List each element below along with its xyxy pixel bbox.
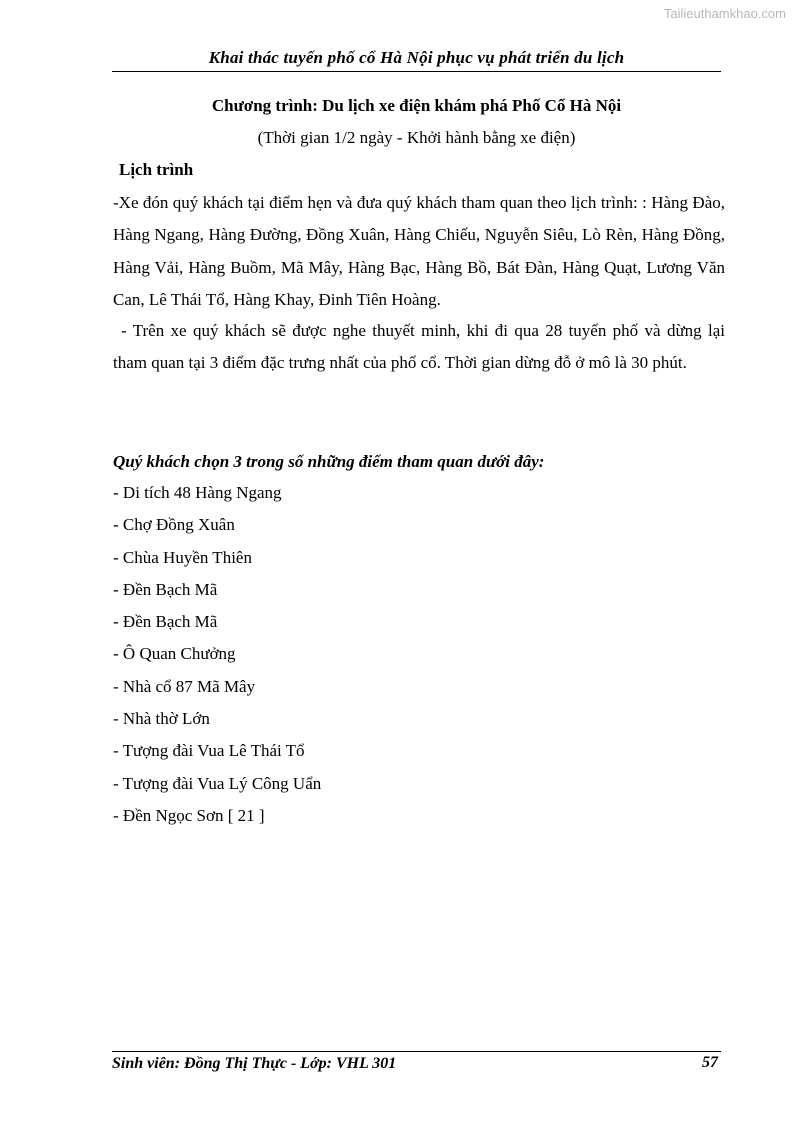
list-item: - Đền Ngọc Sơn [ 21 ] xyxy=(113,805,265,825)
list-item: - Ô Quan Chưởng xyxy=(113,644,236,664)
running-header: Khai thác tuyến phố cổ Hà Nội phục vụ phát triển du lịch xyxy=(208,48,625,67)
list-item: - Đền Bạch Mã xyxy=(113,612,218,632)
places-list xyxy=(113,477,321,832)
itinerary-paragraph-narration: - Trên xe quý khách sẽ được nghe thuyết minh, khi đi qua 28 tuyến phố và dừng lại tham quan tại 3 điểm đặc trưng nhất của phố cổ. Thời gian dừng đỗ ở mô là 30 phút. xyxy=(113,321,725,373)
program-title: Chương trình: Du lịch xe điện khám phá Phố Cổ Hà Nội xyxy=(211,96,622,115)
list-item: - Chợ Đồng Xuân xyxy=(113,515,235,535)
list-item: - Tượng đài Vua Lê Thái Tổ xyxy=(113,741,305,761)
watermark: Tailieuthamkhao.com xyxy=(663,6,786,21)
list-item: - Chùa Huyền Thiên xyxy=(113,547,252,567)
list-item: - Tượng đài Vua Lý Công Uẩn xyxy=(113,773,322,793)
list-item: - Nhà thờ Lớn xyxy=(113,709,210,729)
footer-divider xyxy=(112,1051,721,1052)
places-heading: Quý khách chọn 3 trong số những điểm tham quan dưới đây: xyxy=(113,452,545,471)
list-item: - Nhà cổ 87 Mã Mây xyxy=(113,676,256,696)
page-number: 57 xyxy=(702,1054,718,1071)
list-item: - Di tích 48 Hàng Ngang xyxy=(113,483,282,502)
itinerary-label: Lịch trình xyxy=(119,160,194,179)
itinerary-paragraph-route: -Xe đón quý khách tại điểm hẹn và đưa quý khách tham quan theo lịch trình: : Hàng Đào, Hàng Ngang, Hàng Đường, Đồng Xuân, Hàng Chiếu, Nguyễn Siêu, Lò Rèn, Hàng Đồng, Hàng Vải, Hàng Buồm, Mã Mây, Hàng Bạc, Hàng Bồ, Bát Đàn, Hàng Quạt, Lương Văn Can, Lê Thái Tổ, Hàng Khay, Đinh Tiên Hoàng. xyxy=(113,193,725,309)
header-divider xyxy=(112,71,721,72)
footer-student-info: Sinh viên: Đồng Thị Thực - Lớp: VHL 301 xyxy=(112,1055,397,1072)
list-item: - Đền Bạch Mã xyxy=(113,579,218,599)
program-subtitle: (Thời gian 1/2 ngày - Khởi hành bằng xe điện) xyxy=(257,128,576,147)
